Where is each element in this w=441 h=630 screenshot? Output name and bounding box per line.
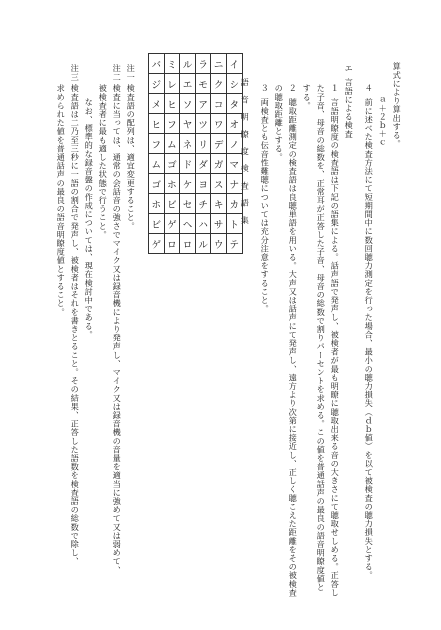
grid-cell: ド: [180, 154, 196, 174]
grid-row: [149, 134, 243, 154]
text-column: なお、標準的な録音盤の作成については、現在検討中である。: [84, 98, 95, 339]
grid-cell: ロ: [164, 234, 180, 254]
grid-cell: オ: [226, 114, 242, 134]
text-column: た子音、母音の総数を、正常耳が正答した子音、母音の総数で割りパーセントを求める。この値を普通話声の最良の語音明瞭度値と: [316, 84, 327, 592]
text-column: の聴取距離とする。: [274, 84, 285, 162]
grid-cell: ネ: [180, 134, 196, 154]
grid-cell: ヤ: [180, 114, 196, 134]
grid-cell: ツ: [195, 114, 211, 134]
text-column: 検査語の配列は、適宜変更すること。: [126, 84, 137, 231]
grid-cell: バ: [149, 54, 165, 74]
grid-row: [149, 174, 243, 194]
grid-cell: テ: [226, 234, 242, 254]
text-column: する。: [302, 84, 313, 110]
grid-row: [149, 234, 243, 254]
text-column: １: [330, 84, 341, 93]
grid-cell: タ: [226, 94, 242, 114]
text-column: 注一: [126, 64, 137, 82]
grid-cell: ヘ: [180, 214, 196, 234]
grid-cell: モ: [195, 74, 211, 94]
text-column: 聴取距離測定の検査語は良聴単語を用いる。大声又は話声にて発声し、遠方より次第に接近し、正しく聴こえた距離をその被検査: [288, 98, 299, 597]
grid-cell: レ: [164, 74, 180, 94]
text-column: 前に述べた検査方法にて短期間中に数回聴力測定を行った場合、最小の聴力損失（ｄｂ値）を以て被検査の聴力損失とする。: [364, 98, 375, 580]
text-column: 注二: [112, 64, 123, 82]
text-column: 両検査とも伝音性難聴については充分注意をすること。: [260, 98, 271, 313]
grid-cell: メ: [149, 94, 165, 114]
text-column: 言語明瞭度の検査語は下記の語集による。話声語で発声し、被検者が最も明瞭に聴取出来る音の大きさにて聴取せしめる。正答し: [330, 98, 341, 597]
grid-cell: デ: [211, 134, 227, 154]
grid-cell: ヒ: [164, 94, 180, 114]
text-column: 検査に当っては、通常の会話音の強さでマイク又は録音機により発声し、マイク又は録音機の音量を適当に強めて又は弱めて、: [112, 84, 123, 575]
grid-cell: ガ: [211, 154, 227, 174]
grid-cell: ム: [149, 154, 165, 174]
grid-row: [149, 154, 243, 174]
grid-cell: ス: [211, 174, 227, 194]
grid-cell: カ: [226, 194, 242, 214]
grid-cell: ナ: [226, 174, 242, 194]
grid-cell: コ: [211, 94, 227, 114]
text-column: 被検査者に最も適した状態で行うこと。: [98, 84, 109, 239]
grid-cell: ゴ: [164, 154, 180, 174]
text-column: 検査語は二乃至三秒に一語の割合で発声し、被検者はそれを書きとること。その結果、正答した語数を検査語の総数で除し、: [70, 84, 81, 566]
grid-cell: ホ: [164, 174, 180, 194]
grid-cell: ム: [164, 134, 180, 154]
text-column: 言語による検査: [344, 78, 355, 139]
grid-cell: ジ: [149, 74, 165, 94]
grid-cell: ル: [180, 54, 196, 74]
grid-cell: ニ: [211, 54, 227, 74]
grid-row: [149, 94, 243, 114]
grid-cell: ヨ: [195, 174, 211, 194]
grid-row: [149, 214, 243, 234]
grid-cell: サ: [211, 214, 227, 234]
grid-cell: ハ: [195, 214, 211, 234]
grid-cell: ト: [226, 214, 242, 234]
text-column: ａ＋２ｂ＋ｃ: [378, 95, 389, 147]
grid-cell: チ: [195, 194, 211, 214]
syllable-grid: [148, 53, 243, 254]
grid-row: [149, 74, 243, 94]
grid-cell: ラ: [195, 54, 211, 74]
grid-cell: ル: [195, 234, 211, 254]
grid-cell: ク: [211, 74, 227, 94]
grid-cell: エ: [180, 74, 196, 94]
grid-cell: ゴ: [149, 174, 165, 194]
grid-row: [149, 114, 243, 134]
grid-cell: ウ: [211, 234, 227, 254]
grid-cell: ノ: [226, 134, 242, 154]
text-column: 算式により算出する。: [392, 62, 403, 148]
grid-cell: キ: [211, 194, 227, 214]
grid-cell: ヒ: [149, 114, 165, 134]
grid-cell: ゲ: [149, 234, 165, 254]
text-column: 語 音 明 瞭 度 検 査 語 集: [240, 78, 251, 225]
text-column: ２: [288, 84, 299, 93]
grid-cell: ゲ: [164, 214, 180, 234]
grid-cell: マ: [226, 154, 242, 174]
grid-cell: セ: [180, 194, 196, 214]
grid-cell: ワ: [211, 114, 227, 134]
grid-cell: ケ: [180, 174, 196, 194]
grid-cell: フ: [149, 134, 165, 154]
grid-cell: ダ: [195, 154, 211, 174]
grid-cell: ロ: [180, 234, 196, 254]
grid-cell: ビ: [164, 194, 180, 214]
grid-row: [149, 194, 243, 214]
grid-cell: リ: [195, 134, 211, 154]
grid-cell: ア: [195, 94, 211, 114]
grid-cell: ビ: [149, 214, 165, 234]
text-column: エ: [344, 64, 355, 73]
grid-cell: シ: [226, 74, 242, 94]
text-column: ３: [260, 84, 271, 93]
text-column: 求められた値を普通話声の最良の語音明瞭度値とすること。: [56, 84, 67, 317]
grid-cell: ホ: [149, 194, 165, 214]
grid-row: [149, 54, 243, 74]
text-column: 注三: [70, 64, 81, 82]
grid-cell: フ: [164, 114, 180, 134]
text-column: ４: [364, 84, 375, 93]
grid-cell: ソ: [180, 94, 196, 114]
grid-cell: ミ: [164, 54, 180, 74]
grid-cell: イ: [226, 54, 242, 74]
